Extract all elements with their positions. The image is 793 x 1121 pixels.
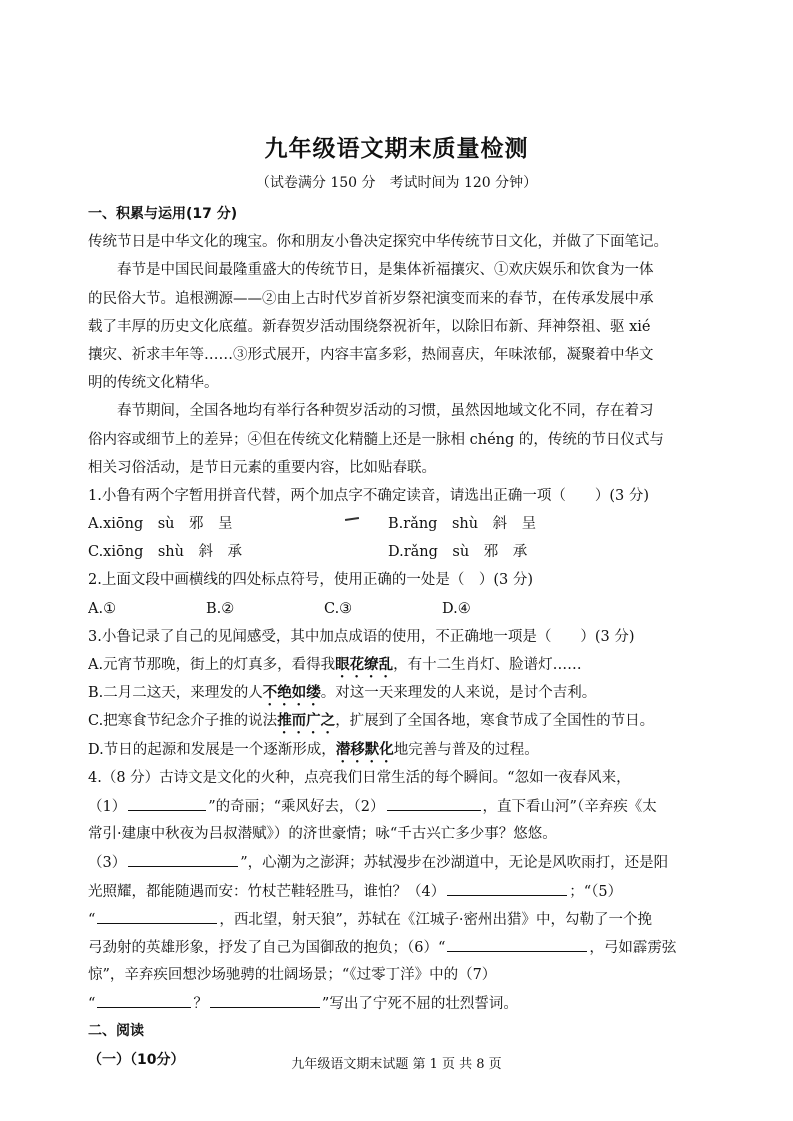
idiom-b: 不绝如缕 — [262, 685, 321, 702]
option-text: ，有十二生肖灯、脸谱灯…… — [393, 657, 582, 673]
option-c: C.xiōng shù 斜 承 — [88, 544, 242, 561]
passage-line: 春节是中国民间最隆重盛大的传统节日，是集体祈福攘灾、①欢庆娱乐和饮食为一体 — [117, 262, 654, 279]
option-text: ，扩展到了全国各地，寒食节成了全国性的节日。 — [335, 713, 655, 730]
answer-blank-2[interactable] — [387, 792, 481, 811]
question-3-option-c — [88, 707, 710, 735]
poem-text: “ — [88, 996, 96, 1013]
poem-text: ，西北望，射天狼”，苏轼在《江城子·密州出猎》中，勾勒了一个挽 — [219, 911, 652, 928]
option-text: B.二月二这天，来理发的人 — [88, 685, 263, 702]
option-b: B.② — [206, 600, 235, 617]
answer-blank-1[interactable] — [128, 792, 206, 811]
question-4-line — [88, 848, 710, 876]
section1-intro: 传统节日是中华文化的瑰宝。你和朋友小鲁决定探究中华传统节日文化，并做了下面笔记。 — [88, 234, 668, 251]
passage-line: 明的传统文化精华。 — [88, 375, 219, 392]
question-4-line — [88, 933, 710, 961]
idiom-c: 推而广之 — [277, 713, 336, 730]
answer-blank-7a[interactable] — [97, 989, 191, 1008]
poem-text: ，直下看山河”（辛弃疾《太 — [482, 798, 657, 815]
question-4-line — [88, 792, 710, 820]
section1-heading: 一、积累与运用(17 分) — [88, 206, 238, 222]
poem-text: ”写出了宁死不屈的壮烈誓词。 — [321, 996, 518, 1013]
answer-blank-4[interactable] — [447, 877, 567, 896]
option-c: C.③ — [324, 600, 353, 617]
answer-blank-6[interactable] — [447, 933, 587, 952]
question-4-line: 4.（8 分）古诗文是文化的火种，点亮我们日常生活的每个瞬间。“忽如一夜春风来， — [88, 769, 631, 786]
question-1-options-row2 — [88, 538, 710, 566]
poem-text: ”，心潮为之澎湃；苏轼漫步在沙湖道中，无论是风吹雨打，还是阳 — [240, 855, 669, 872]
poem-text: “ — [88, 911, 96, 928]
poem-text: ”的奇丽；“乘风好去，（2） — [208, 798, 385, 815]
blank-number: （1） — [88, 798, 127, 815]
answer-blank-7b[interactable] — [210, 989, 320, 1008]
passage-line: 载了丰厚的历史文化底蕴。新春贺岁活动围绕祭祝祈年，以除旧布新、拜神祭祖、驱 xié — [88, 318, 651, 335]
option-d: D.④ — [442, 600, 471, 617]
answer-blank-5[interactable] — [97, 905, 217, 924]
question-1-options-row1 — [88, 510, 710, 538]
question-4-line — [88, 905, 710, 933]
page-footer: 九年级语文期末试题 第 1 页 共 8 页 — [291, 1057, 502, 1072]
option-text: 地完善与普及的过程。 — [393, 741, 539, 758]
question-1-stem: 1.小鲁有两个字暂用拼音代替，两个加点字不确定读音，请选出正确一项（ ）(3 分) — [88, 487, 649, 504]
question-3-option-b — [88, 679, 710, 707]
question-2-stem: 2.上面文段中画横线的四处标点符号，使用正确的一处是（ ）(3 分) — [88, 572, 533, 589]
option-a: A.xiōng sù 邪 呈 — [88, 516, 233, 533]
question-4-line: 惊”，辛弃疾回想沙场驰骋的壮阔场景；“《过零丁洋》中的（7） — [88, 967, 497, 984]
poem-text: 光照耀，都能随遇而安：竹杖芒鞋轻胜马，谁怕？（4） — [88, 883, 446, 900]
option-text: C.把寒食节纪念介子推的说法 — [88, 713, 278, 730]
question-3-stem: 3.小鲁记录了自己的见闻感受，其中加点成语的使用，不正确地一项是（ ）(3 分) — [88, 628, 635, 645]
question-4-line — [88, 877, 710, 905]
passage-line: 俗内容或细节上的差异；④但在传统文化精髓上还是一脉相 chéng 的，传统的节日仪式与 — [88, 431, 664, 448]
answer-blank-3[interactable] — [128, 848, 238, 867]
idiom-a: 眼花缭乱 — [335, 657, 394, 673]
option-text: 。对这一天来理发的人来说，是讨个吉利。 — [320, 685, 597, 702]
option-b: B.rǎng shù 斜 呈 — [388, 516, 537, 533]
poem-text: ；“（5） — [569, 883, 623, 900]
exam-body — [88, 200, 710, 1074]
exam-subtitle: （试卷满分 150 分 考试时间为 120 分钟） — [255, 175, 538, 191]
idiom-d: 潜移默化 — [335, 741, 394, 758]
poem-text: ，弓如霹雳弦 — [589, 939, 677, 956]
passage-line: 攘灾、祈求丰年等……③形式展开，内容丰富多彩，热闹喜庆，年味浓郁，凝聚着中华文 — [88, 346, 654, 363]
exam-title: 九年级语文期末质量检测 — [264, 136, 529, 162]
question-4-line: 常引·建康中秋夜为吕叔潜赋》）的济世豪情；咏“千古兴亡多少事？悠悠。 — [88, 826, 557, 843]
option-text: A.元宵节那晚，街上的灯真多，看得我 — [88, 657, 336, 673]
passage-line: 的民俗大节。追根溯源——②由上古时代岁首祈岁祭祀演变而来的春节，在传承发展中承 — [88, 290, 654, 307]
section2-heading: 二、阅读 — [88, 1023, 144, 1040]
poem-text: 弓劲射的英雄形象，抒发了自己为国御敌的抱负；（6）“ — [88, 939, 446, 956]
option-d: D.rǎng sù 邪 承 — [388, 544, 528, 561]
question-3-option-a — [88, 651, 710, 679]
passage-line: 春节期间，全国各地均有举行各种贺岁活动的习惯，虽然因地域文化不同，存在着习 — [117, 403, 654, 420]
section2-subheading: （一）（10分） — [88, 1051, 185, 1068]
poem-text: ？ — [193, 996, 208, 1013]
question-2-options — [88, 595, 710, 623]
option-a: A.① — [88, 600, 117, 617]
question-3-option-d — [88, 736, 710, 764]
question-4-line — [88, 989, 710, 1017]
option-text: D.节日的起源和发展是一个逐渐形成， — [88, 741, 336, 758]
passage-line: 相关习俗活动，是节日元素的重要内容，比如贴春联。 — [88, 459, 436, 476]
blank-number: （3） — [88, 855, 127, 872]
